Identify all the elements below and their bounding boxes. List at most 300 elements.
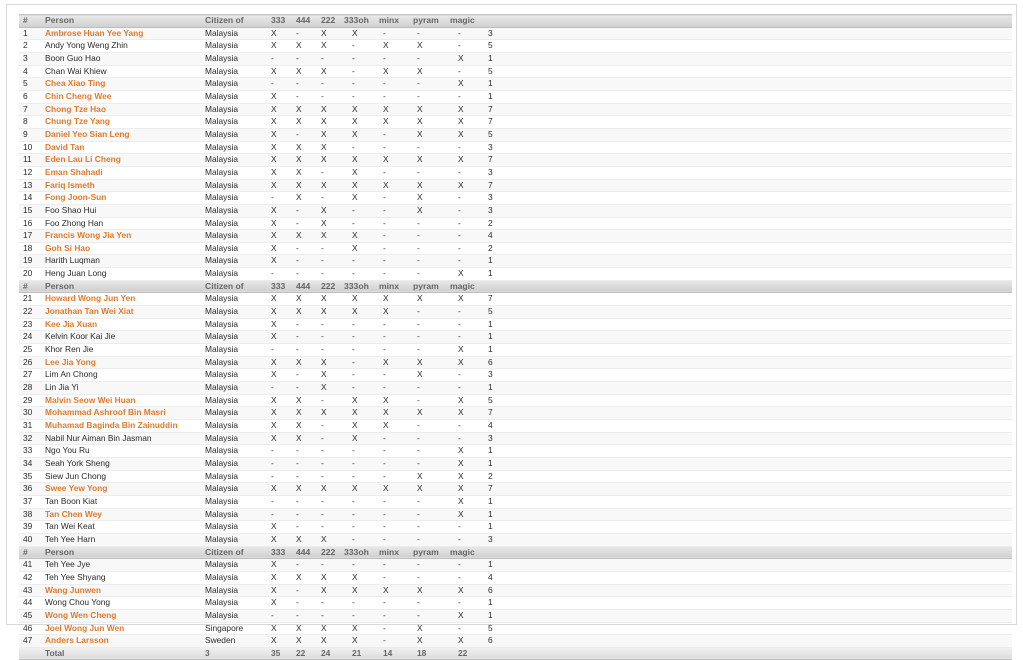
person-link[interactable]: Chin Cheng Wee <box>45 90 205 103</box>
event-cell: - <box>373 52 409 65</box>
event-cell: X <box>340 166 373 179</box>
total-cell: 22 <box>290 647 315 660</box>
event-cell: - <box>290 27 315 40</box>
event-count: 6 <box>484 635 1012 648</box>
event-cell: X <box>409 128 446 141</box>
event-cell: - <box>373 559 409 572</box>
event-cell: X <box>446 356 484 369</box>
header-e3: 222 <box>315 280 340 293</box>
event-cell: - <box>409 27 446 40</box>
table-row <box>19 559 1012 572</box>
person-link[interactable]: Wong Wen Cheng <box>45 609 205 622</box>
header-citizen: Citizen of <box>205 546 265 559</box>
event-cell: - <box>373 27 409 40</box>
person-link[interactable]: Howard Wong Jun Yen <box>45 293 205 306</box>
event-cell: - <box>265 382 290 395</box>
event-cell: - <box>373 495 409 508</box>
header-e7: magic <box>446 15 484 28</box>
event-cell: - <box>290 255 315 268</box>
event-cell: X <box>446 508 484 521</box>
event-cell: - <box>409 166 446 179</box>
table-row <box>19 622 1012 635</box>
event-cell: - <box>373 230 409 243</box>
row-number: 7 <box>19 103 45 116</box>
event-cell: X <box>290 166 315 179</box>
table-header-row <box>19 15 1012 28</box>
row-number: 22 <box>19 306 45 319</box>
event-cell: - <box>373 268 409 281</box>
event-count: 7 <box>484 154 1012 167</box>
citizen-cell: Malaysia <box>205 533 265 546</box>
event-cell: X <box>409 584 446 597</box>
person-link[interactable]: Goh Si Hao <box>45 242 205 255</box>
row-number: 34 <box>19 457 45 470</box>
event-cell: - <box>373 242 409 255</box>
person-name: Foo Shao Hui <box>45 204 205 217</box>
table-row <box>19 154 1012 167</box>
event-cell: - <box>340 521 373 534</box>
event-cell: - <box>446 331 484 344</box>
person-link[interactable]: Eman Shahadi <box>45 166 205 179</box>
person-link[interactable]: Tan Chen Wey <box>45 508 205 521</box>
page-frame <box>6 4 1017 658</box>
row-number: 35 <box>19 470 45 483</box>
event-cell: X <box>265 559 290 572</box>
event-cell: - <box>290 521 315 534</box>
event-cell: X <box>315 128 340 141</box>
row-number: 39 <box>19 521 45 534</box>
event-cell: X <box>290 179 315 192</box>
header-e2: 444 <box>290 280 315 293</box>
citizen-cell: Malaysia <box>205 242 265 255</box>
table-row <box>19 407 1012 420</box>
event-cell: - <box>446 166 484 179</box>
citizen-cell: Sweden <box>205 635 265 648</box>
event-cell: X <box>265 407 290 420</box>
total-spacer <box>19 647 45 660</box>
event-count: 5 <box>484 40 1012 53</box>
citizen-cell: Malaysia <box>205 192 265 205</box>
event-cell: X <box>446 609 484 622</box>
row-number: 37 <box>19 495 45 508</box>
event-cell: - <box>340 78 373 91</box>
event-cell: - <box>290 217 315 230</box>
person-link[interactable]: Chung Tze Yang <box>45 116 205 129</box>
table-row <box>19 90 1012 103</box>
row-number: 5 <box>19 78 45 91</box>
table-body <box>19 15 1012 660</box>
citizen-cell: Malaysia <box>205 571 265 584</box>
citizen-cell: Malaysia <box>205 445 265 458</box>
person-link[interactable]: David Tan <box>45 141 205 154</box>
citizen-cell: Malaysia <box>205 356 265 369</box>
person-name: Wong Chou Yong <box>45 597 205 610</box>
person-link[interactable]: Lee Jia Yong <box>45 356 205 369</box>
event-cell: - <box>409 533 446 546</box>
event-cell: - <box>373 255 409 268</box>
event-cell: - <box>446 65 484 78</box>
citizen-cell: Malaysia <box>205 369 265 382</box>
citizen-cell: Malaysia <box>205 508 265 521</box>
event-cell: X <box>446 635 484 648</box>
event-cell: X <box>315 382 340 395</box>
event-cell: - <box>373 571 409 584</box>
event-count: 1 <box>484 331 1012 344</box>
table-row <box>19 584 1012 597</box>
event-cell: X <box>446 293 484 306</box>
event-cell: X <box>265 293 290 306</box>
event-cell: X <box>315 27 340 40</box>
event-cell: X <box>409 293 446 306</box>
person-link[interactable]: Anders Larsson <box>45 635 205 648</box>
event-cell: X <box>409 407 446 420</box>
event-cell: - <box>290 559 315 572</box>
event-cell: - <box>409 230 446 243</box>
event-cell: - <box>340 356 373 369</box>
event-cell: X <box>446 78 484 91</box>
event-cell: X <box>290 622 315 635</box>
event-cell: - <box>409 255 446 268</box>
row-number: 29 <box>19 394 45 407</box>
event-cell: - <box>409 217 446 230</box>
event-cell: X <box>290 103 315 116</box>
row-number: 27 <box>19 369 45 382</box>
event-cell: - <box>373 128 409 141</box>
event-cell: X <box>340 432 373 445</box>
total-cell: 14 <box>373 647 409 660</box>
row-number: 47 <box>19 635 45 648</box>
event-cell: - <box>409 78 446 91</box>
event-cell: X <box>315 116 340 129</box>
event-cell: X <box>265 103 290 116</box>
event-cell: X <box>265 483 290 496</box>
event-cell: - <box>409 242 446 255</box>
event-cell: X <box>265 584 290 597</box>
event-cell: X <box>290 356 315 369</box>
event-cell: - <box>315 508 340 521</box>
event-cell: X <box>409 40 446 53</box>
person-link[interactable]: Chea Xiao Ting <box>45 78 205 91</box>
event-cell: X <box>315 65 340 78</box>
table-row <box>19 242 1012 255</box>
event-cell: X <box>315 154 340 167</box>
event-count: 3 <box>484 432 1012 445</box>
event-cell: - <box>290 78 315 91</box>
event-cell: X <box>340 242 373 255</box>
row-number: 6 <box>19 90 45 103</box>
event-cell: X <box>265 255 290 268</box>
header-e4: 333oh <box>340 15 373 28</box>
event-cell: X <box>409 179 446 192</box>
event-cell: X <box>315 40 340 53</box>
event-cell: - <box>373 508 409 521</box>
person-link[interactable]: Francis Wong Jia Yen <box>45 230 205 243</box>
event-cell: - <box>409 609 446 622</box>
event-cell: - <box>446 90 484 103</box>
person-link[interactable]: Muhamad Baginda Bin Zainuddin <box>45 420 205 433</box>
person-link[interactable]: Malvin Seow Wei Huan <box>45 394 205 407</box>
event-cell: X <box>446 495 484 508</box>
event-cell: X <box>265 65 290 78</box>
row-number: 42 <box>19 571 45 584</box>
person-link[interactable]: Swee Yew Yong <box>45 483 205 496</box>
citizen-cell: Malaysia <box>205 166 265 179</box>
event-cell: - <box>315 166 340 179</box>
table-row <box>19 293 1012 306</box>
event-cell: X <box>265 521 290 534</box>
event-cell: - <box>340 609 373 622</box>
header-e5: minx <box>373 15 409 28</box>
event-cell: - <box>446 533 484 546</box>
event-cell: X <box>290 154 315 167</box>
event-cell: - <box>409 344 446 357</box>
row-number: 21 <box>19 293 45 306</box>
row-number: 41 <box>19 559 45 572</box>
event-count: 3 <box>484 192 1012 205</box>
header-e7: magic <box>446 546 484 559</box>
event-cell: X <box>446 394 484 407</box>
row-number: 11 <box>19 154 45 167</box>
row-number: 17 <box>19 230 45 243</box>
row-number: 8 <box>19 116 45 129</box>
citizen-cell: Malaysia <box>205 495 265 508</box>
citizen-cell: Malaysia <box>205 27 265 40</box>
header-e5: minx <box>373 546 409 559</box>
event-cell: - <box>340 495 373 508</box>
event-cell: - <box>265 52 290 65</box>
row-number: 46 <box>19 622 45 635</box>
table-row <box>19 78 1012 91</box>
citizen-cell: Malaysia <box>205 584 265 597</box>
event-cell: - <box>409 394 446 407</box>
event-cell: X <box>373 306 409 319</box>
person-link[interactable]: Joel Wong Jun Wen <box>45 622 205 635</box>
person-name: Khor Ren Jie <box>45 344 205 357</box>
event-cell: - <box>446 559 484 572</box>
person-link[interactable]: Chong Tze Hao <box>45 103 205 116</box>
person-link[interactable]: Kee Jia Xuan <box>45 318 205 331</box>
event-cell: X <box>290 230 315 243</box>
event-cell: X <box>265 318 290 331</box>
table-row <box>19 508 1012 521</box>
event-cell: X <box>265 331 290 344</box>
table-row <box>19 369 1012 382</box>
person-link[interactable]: Ambrose Huan Yee Yang <box>45 27 205 40</box>
event-cell: X <box>340 394 373 407</box>
citizen-cell: Malaysia <box>205 394 265 407</box>
event-count: 1 <box>484 445 1012 458</box>
event-cell: - <box>290 344 315 357</box>
event-cell: - <box>290 445 315 458</box>
event-cell: X <box>446 344 484 357</box>
event-cell: - <box>446 217 484 230</box>
table-row <box>19 179 1012 192</box>
event-cell: X <box>409 154 446 167</box>
person-name: Ngo You Ru <box>45 445 205 458</box>
header-e6: pyram <box>409 15 446 28</box>
person-name: Boon Guo Hao <box>45 52 205 65</box>
event-cell: X <box>373 103 409 116</box>
event-cell: - <box>340 40 373 53</box>
event-cell: - <box>409 508 446 521</box>
row-number: 32 <box>19 432 45 445</box>
citizen-cell: Malaysia <box>205 103 265 116</box>
event-cell: X <box>373 483 409 496</box>
event-cell: - <box>446 141 484 154</box>
event-cell: X <box>265 622 290 635</box>
person-name: Tan Boon Kiat <box>45 495 205 508</box>
event-cell: X <box>340 154 373 167</box>
event-cell: X <box>290 40 315 53</box>
event-cell: - <box>290 508 315 521</box>
row-number: 36 <box>19 483 45 496</box>
event-cell: - <box>315 255 340 268</box>
event-cell: - <box>373 597 409 610</box>
row-number: 3 <box>19 52 45 65</box>
person-link[interactable]: Jonathan Tan Wei Xiat <box>45 306 205 319</box>
event-count: 5 <box>484 394 1012 407</box>
table-row <box>19 445 1012 458</box>
table-header-row <box>19 280 1012 293</box>
table-row <box>19 432 1012 445</box>
citizen-cell: Malaysia <box>205 609 265 622</box>
event-cell: - <box>290 382 315 395</box>
event-cell: X <box>315 584 340 597</box>
row-number: 43 <box>19 584 45 597</box>
event-count: 1 <box>484 521 1012 534</box>
event-count: 7 <box>484 179 1012 192</box>
table-row <box>19 318 1012 331</box>
citizen-cell: Malaysia <box>205 382 265 395</box>
event-cell: - <box>409 559 446 572</box>
row-number: 20 <box>19 268 45 281</box>
table-row <box>19 331 1012 344</box>
person-link[interactable]: Daniel Yeo Sian Leng <box>45 128 205 141</box>
total-cell: 35 <box>265 647 290 660</box>
event-cell: X <box>290 394 315 407</box>
event-cell: X <box>290 483 315 496</box>
table-row <box>19 356 1012 369</box>
event-cell: X <box>265 533 290 546</box>
event-cell: - <box>340 508 373 521</box>
citizen-cell: Malaysia <box>205 407 265 420</box>
event-count: 3 <box>484 141 1012 154</box>
person-name: Chan Wai Khiew <box>45 65 205 78</box>
table-row <box>19 457 1012 470</box>
event-cell: X <box>409 356 446 369</box>
event-cell: - <box>373 204 409 217</box>
citizen-cell: Malaysia <box>205 141 265 154</box>
event-cell: - <box>373 470 409 483</box>
event-cell: - <box>315 470 340 483</box>
event-cell: - <box>290 369 315 382</box>
event-cell: - <box>340 597 373 610</box>
table-row <box>19 597 1012 610</box>
event-cell: - <box>409 495 446 508</box>
event-cell: X <box>265 217 290 230</box>
header-spacer <box>484 280 1012 293</box>
event-cell: - <box>446 204 484 217</box>
event-cell: X <box>446 470 484 483</box>
event-cell: X <box>373 584 409 597</box>
person-link[interactable]: Eden Lau Li Cheng <box>45 154 205 167</box>
person-name: Lin Jia Yi <box>45 382 205 395</box>
event-cell: - <box>315 78 340 91</box>
row-number: 10 <box>19 141 45 154</box>
event-count: 1 <box>484 90 1012 103</box>
table-row <box>19 166 1012 179</box>
person-link[interactable]: Fong Joon-Sun <box>45 192 205 205</box>
total-label: Total <box>45 647 205 660</box>
event-cell: X <box>446 179 484 192</box>
header-person: Person <box>45 280 205 293</box>
event-cell: - <box>340 559 373 572</box>
person-link[interactable]: Mohammad Ashroof Bin Masri <box>45 407 205 420</box>
event-cell: - <box>340 457 373 470</box>
event-cell: - <box>373 521 409 534</box>
table-row <box>19 40 1012 53</box>
event-cell: - <box>409 571 446 584</box>
event-cell: X <box>265 242 290 255</box>
table-row <box>19 533 1012 546</box>
event-cell: - <box>446 192 484 205</box>
event-cell: - <box>373 217 409 230</box>
event-cell: X <box>340 584 373 597</box>
event-count: 1 <box>484 382 1012 395</box>
event-cell: - <box>290 597 315 610</box>
table-row <box>19 306 1012 319</box>
event-cell: X <box>315 635 340 648</box>
event-cell: - <box>290 470 315 483</box>
table-row <box>19 65 1012 78</box>
row-number: 44 <box>19 597 45 610</box>
person-name: Teh Yee Shyang <box>45 571 205 584</box>
person-link[interactable]: Fariq Ismeth <box>45 179 205 192</box>
header-num: # <box>19 546 45 559</box>
event-cell: - <box>315 344 340 357</box>
table-row <box>19 204 1012 217</box>
event-cell: - <box>315 242 340 255</box>
event-cell: X <box>340 635 373 648</box>
event-cell: X <box>290 420 315 433</box>
event-cell: X <box>340 407 373 420</box>
citizen-cell: Malaysia <box>205 483 265 496</box>
person-name: Teh Yee Harn <box>45 533 205 546</box>
event-cell: - <box>315 432 340 445</box>
event-cell: - <box>315 268 340 281</box>
citizen-cell: Malaysia <box>205 154 265 167</box>
event-cell: X <box>265 432 290 445</box>
event-cell: - <box>373 609 409 622</box>
event-cell: - <box>340 533 373 546</box>
event-count: 1 <box>484 597 1012 610</box>
event-cell: X <box>446 128 484 141</box>
event-cell: X <box>265 597 290 610</box>
table-row <box>19 192 1012 205</box>
event-cell: X <box>409 369 446 382</box>
table-row <box>19 128 1012 141</box>
event-cell: X <box>265 128 290 141</box>
header-e5: minx <box>373 280 409 293</box>
row-number: 23 <box>19 318 45 331</box>
event-cell: - <box>315 457 340 470</box>
table-row <box>19 103 1012 116</box>
table-row <box>19 27 1012 40</box>
person-link[interactable]: Wang Junwen <box>45 584 205 597</box>
event-cell: - <box>340 65 373 78</box>
event-cell: - <box>373 622 409 635</box>
event-cell: - <box>265 78 290 91</box>
